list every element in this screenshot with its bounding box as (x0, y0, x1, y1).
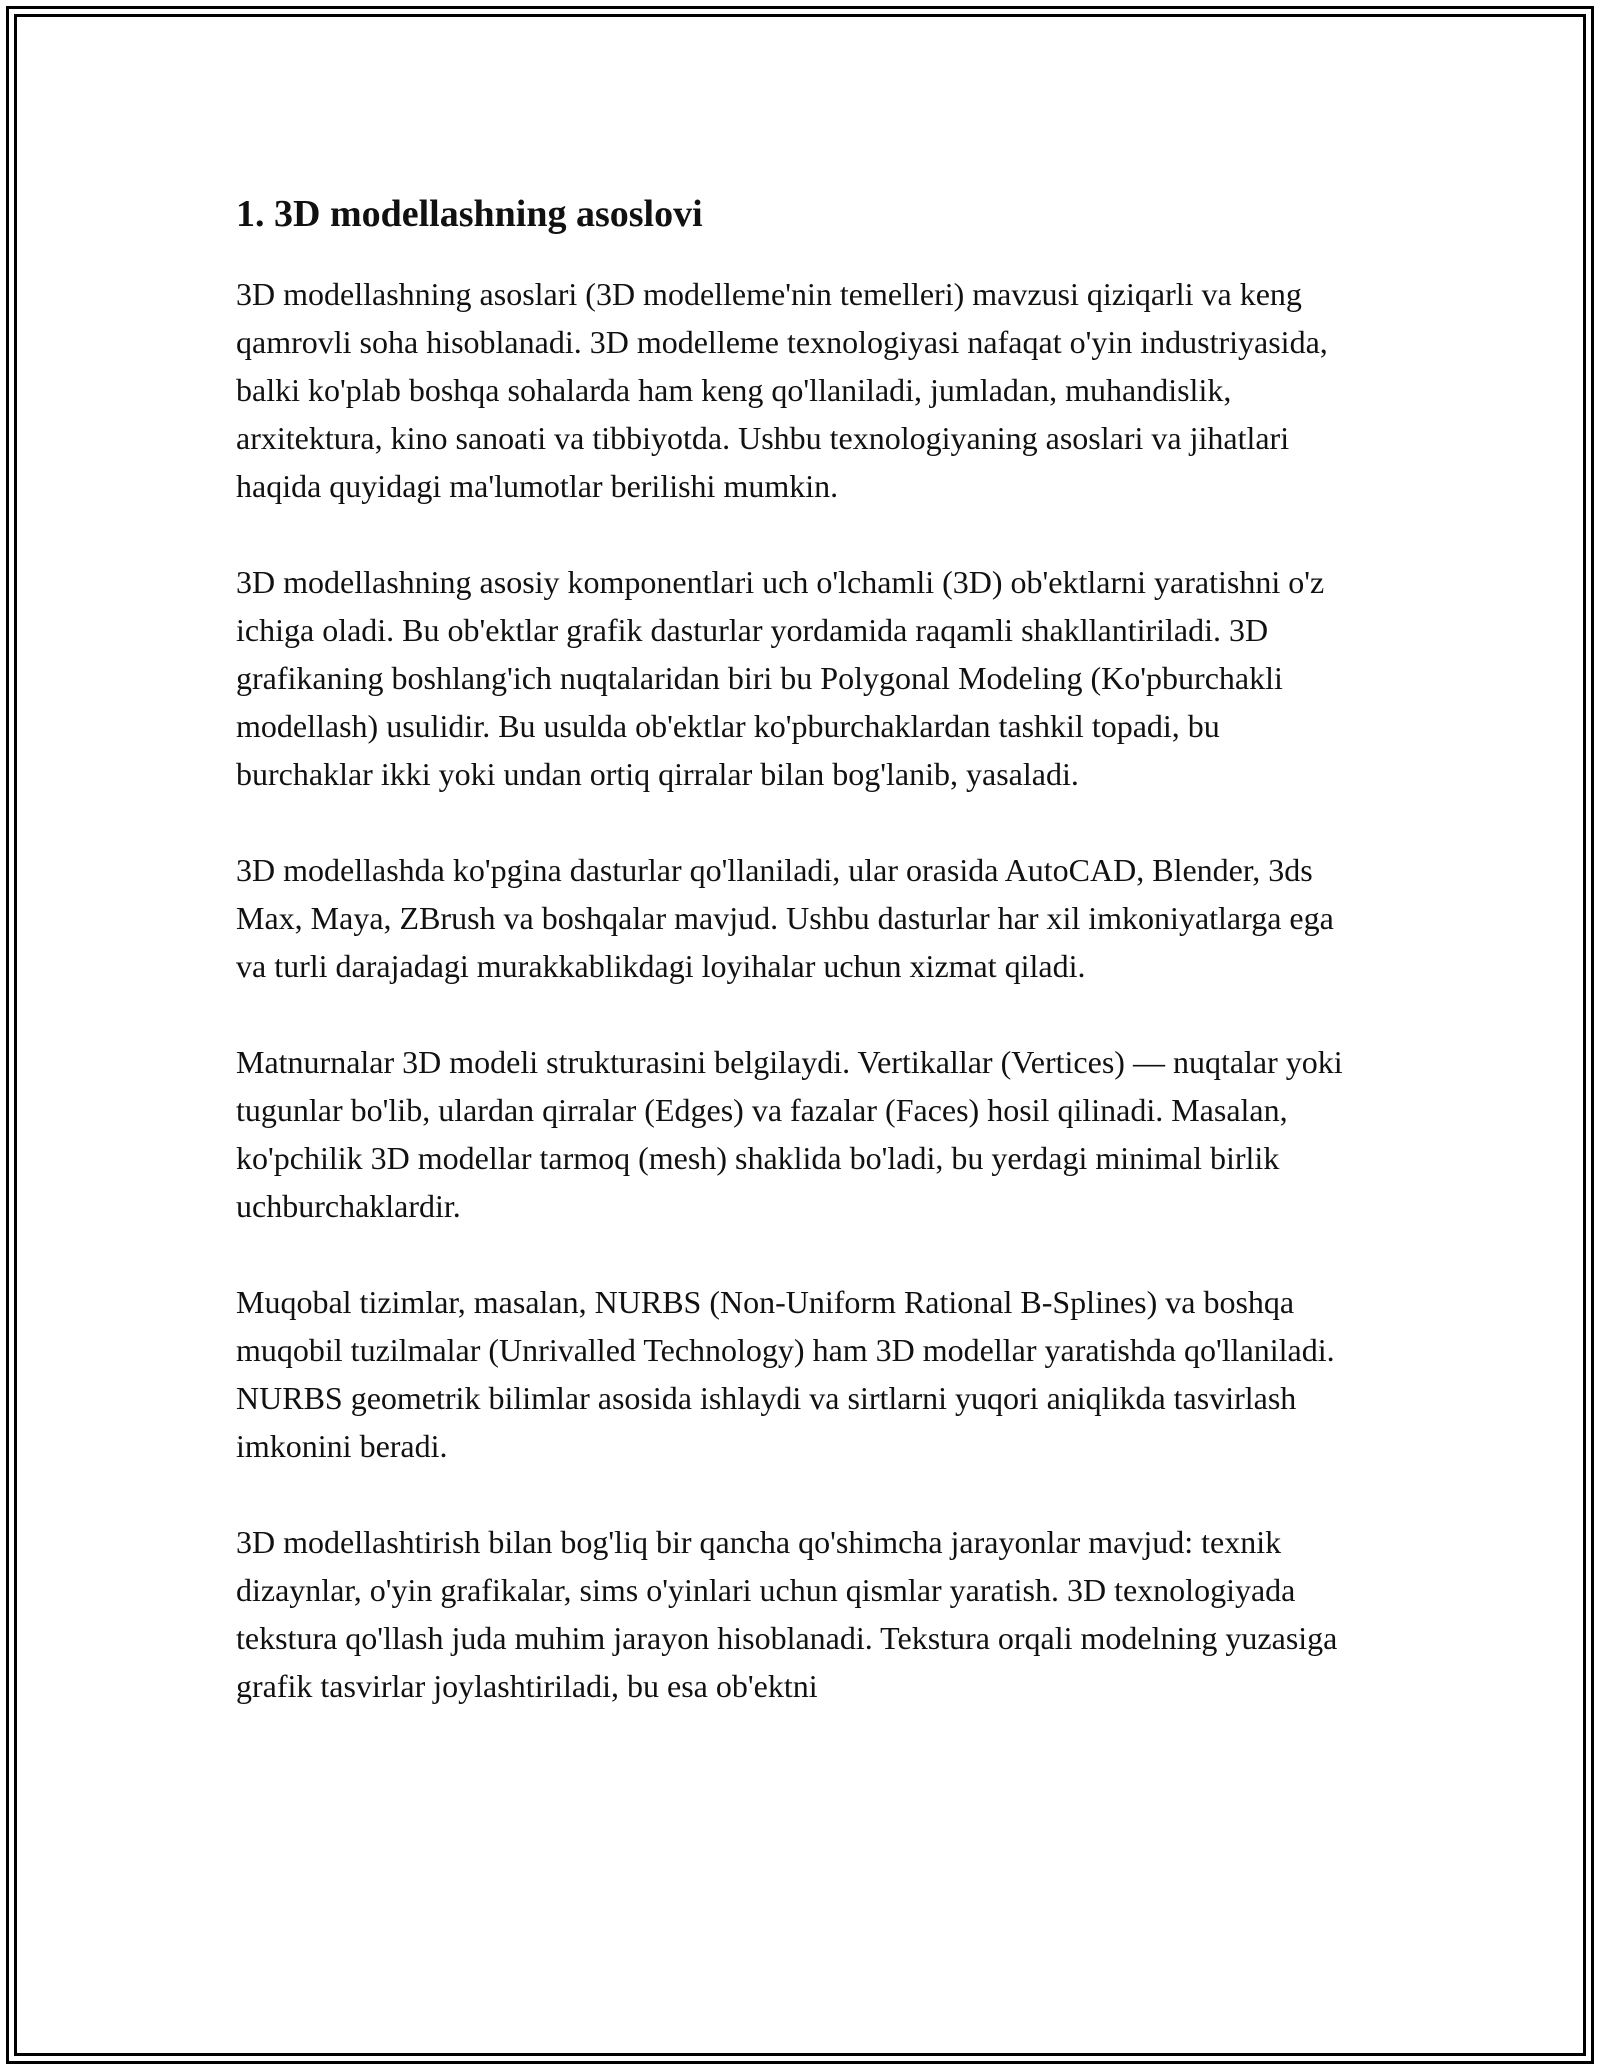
paragraph-software: 3D modellashda ko'pgina dasturlar qo'llaniladi, ular orasida AutoCAD, Blender, 3ds Max, Maya, ZBrush va boshqalar mavjud. Ushbu dasturlar har xil imkoniyatlarga ega va turli darajadagi murakkablikdagi loyihalar uchun xizmat qiladi. (236, 852, 1334, 984)
paragraph-nurbs: Muqobal tizimlar, masalan, NURBS (Non-Uniform Rational B-Splines) va boshqa muqobil tuzilmalar (Unrivalled Technology) ham 3D modellar yaratishda qo'llaniladi. NURBS geometrik bilimlar asosida ishlaydi va sirtlarni yuqori aniqlikda tasvirlash imkonini beradi. (236, 1284, 1335, 1464)
document-content (236, 186, 1356, 1758)
paragraph-processes: 3D modellashtirish bilan bog'liq bir qancha qo'shimcha jarayonlar mavjud: texnik dizaynlar, o'yin grafikalar, sims o'yinlari uchun qismlar yaratish. 3D texnologiyada tekstura qo'llash juda muhim jarayon hisoblanadi. Tekstura orqali modelning yuzasiga grafik tasvirlar joylashtiriladi, bu esa ob'ektni (236, 1524, 1338, 1704)
paragraph-structure: Matnurnalar 3D modeli strukturasini belgilaydi. Vertikallar (Vertices) — nuqtalar yoki tugunlar bo'lib, ulardan qirralar (Edges) va fazalar (Faces) hosil qilinadi. Masalan, ko'pchilik 3D modellar tarmoq (mesh) shaklida bo'ladi, bu yerdagi minimal birlik uchburchaklardir. (236, 1044, 1343, 1224)
paragraph-intro: 3D modellashning asoslari (3D modelleme'nin temelleri) mavzusi qiziqarli va keng qamrovli soha hisoblanadi. 3D modelleme texnologiyasi nafaqat o'yin industriyasida, balki ko'plab boshqa sohalarda ham keng qo'llaniladi, jumladan, muhandislik, arxitektura, kino sanoati va tibbiyotda. Ushbu texnologiyaning asoslari va jihatlari haqida quyidagi ma'lumotlar berilishi mumkin. (236, 276, 1328, 504)
section-heading: 1. 3D modellashning asoslovi (236, 193, 703, 235)
paragraph-components: 3D modellashning asosiy komponentlari uch o'lchamli (3D) ob'ektlarni yaratishni o'z ichiga oladi. Bu ob'ektlar grafik dasturlar yordamida raqamli shakllantiriladi. 3D grafikaning boshlang'ich nuqtalaridan biri bu Polygonal Modeling (Ko'pburchakli modellash) usulidir. Bu usulda ob'ektlar ko'pburchaklardan tashkil topadi, bu burchaklar ikki yoki undan ortiq qirralar bilan bog'lanib, yasaladi. (236, 564, 1325, 792)
